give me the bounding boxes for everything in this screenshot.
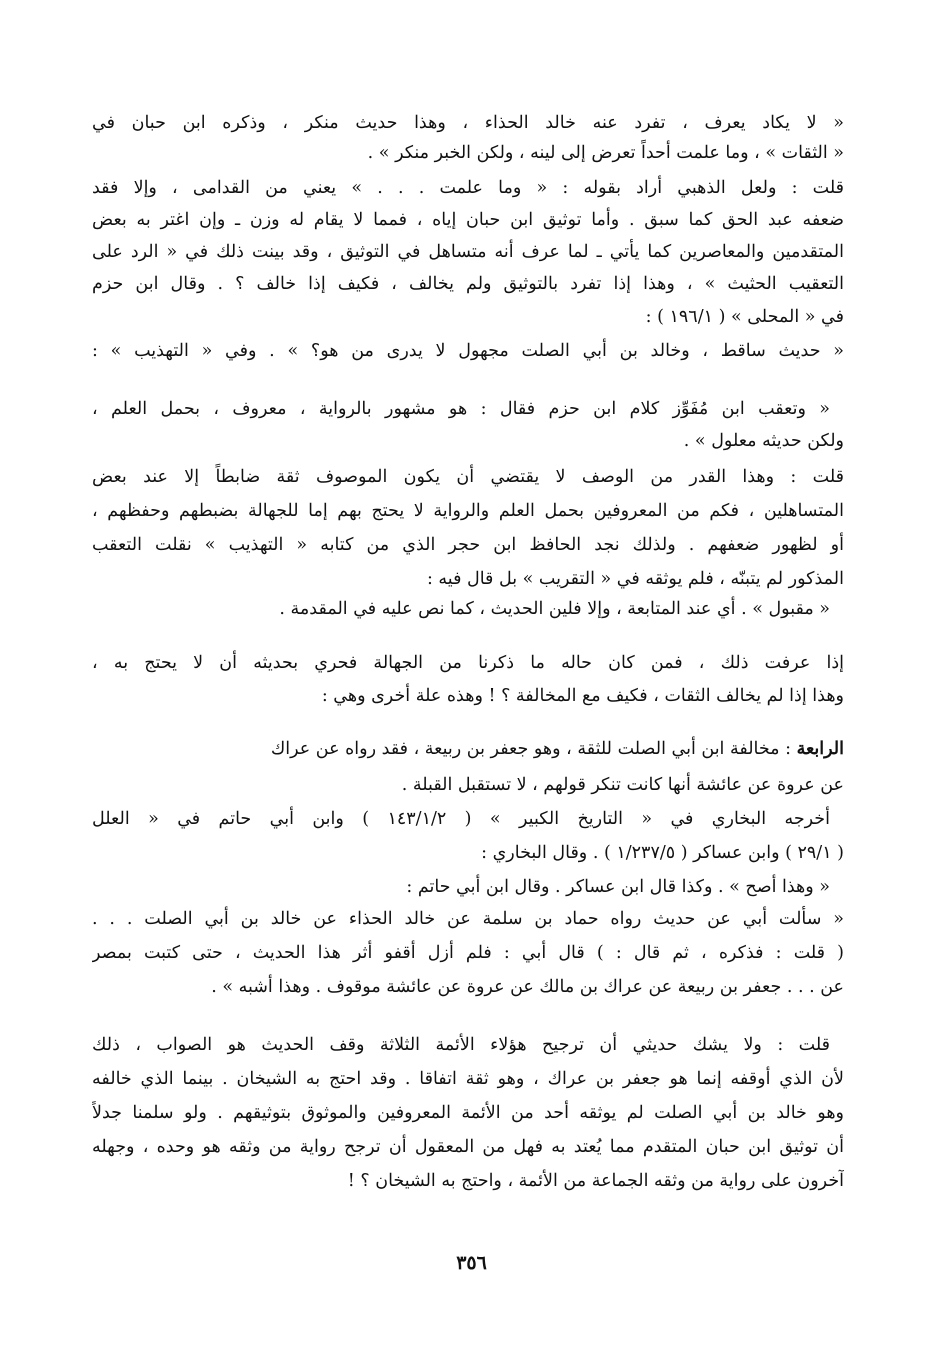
text-line: إذا عرفت ذلك ، فمن كان حاله ما ذكرنا من الجهالة فحري بحديثه أن لا يحتج به ، — [92, 653, 844, 673]
text-line: « مقبول » . أي عند المتابعة ، وإلا فلين الحديث ، كما نص عليه في المقدمة . — [279, 599, 830, 619]
text-line: آخرون على رواية من وثقه الجماعة من الأئمة ، واحتج به الشيخان ؟ ! — [347, 1171, 844, 1191]
text-line: قلت : ولعل الذهبي أراد بقوله : « وما علمت . . . » يعني من القدامى ، وإلا فقد — [92, 178, 844, 198]
text-line: « وتعقب ابن مُفَوِّز كلام ابن حزم فقال : هو مشهور بالرواية ، معروف ، بحمل العلم ، — [92, 399, 830, 419]
section-label: الرابعة — [796, 739, 844, 759]
text-line: « حديث ساقط ، وخالد بن أبي الصلت مجهول لا يدرى من هو؟ » . وفي « التهذيب » : — [92, 341, 844, 361]
text-line: ( قلت : فذكره ، ثم قال : ) قال أبي : فلم أزل أقفو أثر هذا الحديث ، حتى كتبت بمصر — [92, 943, 844, 963]
text-line: المتقدمين والمعاصرين كما يأتي ـ لما عرف أنه متساهل في التوثيق ، وقد بينت ذلك في « الرد على — [92, 242, 844, 262]
text-line: « وهذا أصح » . وكذا قال ابن عساكر . وقال ابن أبي حاتم : — [406, 877, 830, 897]
text-line: ولكن حديثه معلول » . — [683, 431, 844, 451]
text-line: « لا يكاد يعرف ، تفرد عنه خالد الحذاء ، وهذا حديث منكر ، وذكره ابن حبان في — [92, 113, 844, 133]
section-text: : مخالفة ابن أبي الصلت للثقة ، وهو جعفر بن ربيعة ، فقد رواه عن عراك — [270, 739, 797, 759]
text-line: في « المحلى » ( ١٩٦/١ ) : — [645, 307, 844, 327]
text-line: عن عروة عن عائشة أنها كانت تنكر قولهم ، لا تستقبل القبلة . — [401, 775, 844, 795]
text-line: وهو خالد بن أبي الصلت لم يوثقه أحد من الأئمة المعروفين والموثوق بتوثيقهم . ولو سلمنا جدلاً — [92, 1103, 844, 1123]
text-line — [92, 734, 844, 764]
text-line: وهذا إذا لم يخالف الثقات ، فكيف مع المخالفة ؟ ! وهذه علة أخرى وهي : — [321, 686, 844, 706]
text-line: ( ٢٩/١ ) وابن عساكر ( ١/٢٣٧/٥ ) . وقال البخاري : — [481, 843, 844, 863]
text-line: ضعفه عبد الحق كما سبق . وأما توثيق ابن حبان إياه ، فمما لا يقام له وزن ـ وإن اغتر به بعض — [92, 210, 844, 230]
text-line: المتساهلين ، فكم من المعروفين بحمل العلم والرواية لا يحتج بهم إما للجهالة بضبطهم وحفظهم ، — [92, 501, 844, 521]
text-line: أو لظهور ضعفهم . ولذلك نجد الحافظ ابن حجر الذي من كتابه « التهذيب » نقلت التعقب — [92, 535, 844, 555]
text-line: المذكور لم يتبنّه ، فلم يوثقه في « التقريب » بل قال فيه : — [426, 569, 844, 589]
text-line: التعقيب الحثيث » ، وهذا إذا تفرد بالتوثيق ولم يخالف ، فكيف إذا خالف ؟ . وقال ابن حزم — [92, 274, 844, 294]
text-line: لأن الذي أوقفه إنما هو جعفر بن عراك ، وهو ثقة اتفاقا . وقد احتج به الشيخان . بينما الذي خالفه — [92, 1069, 844, 1089]
text-line: أخرجه البخاري في « التاريخ الكبير » ( ١٤٣/١/٢ ) وابن أبي حاتم في « العلل — [92, 809, 830, 829]
text-line: « الثقات » ، وما علمت أحداً تعرض إلى لينه ، ولكن الخبر منكر » . — [367, 143, 844, 163]
text-line: أن توثيق ابن حبان المتقدم مما يُعتد به فهل من المعقول أن ترجح رواية من وثقه هو وحده ، وجهله — [92, 1137, 844, 1157]
text-line: عن . . . جعفر بن ربيعة عن عراك بن مالك عن عروة عن عائشة موقوف . وهذا أشبه » . — [211, 977, 844, 997]
text-line: « سألت أبي عن حديث رواه حماد بن سلمة عن خالد الحذاء عن خالد بن أبي الصلت . . . — [92, 909, 844, 929]
page-number: ٣٥٦ — [456, 1252, 487, 1274]
text-line: قلت : وهذا القدر من الوصف لا يقتضي أن يكون الموصوف ثقة ضابطاً إلا عند بعض — [92, 467, 844, 487]
text-line: قلت : ولا يشك حديثي أن ترجيح هؤلاء الأئمة الثلاثة وقف الحديث هو الصواب ، ذلك — [92, 1035, 830, 1055]
book-page — [92, 94, 844, 1304]
